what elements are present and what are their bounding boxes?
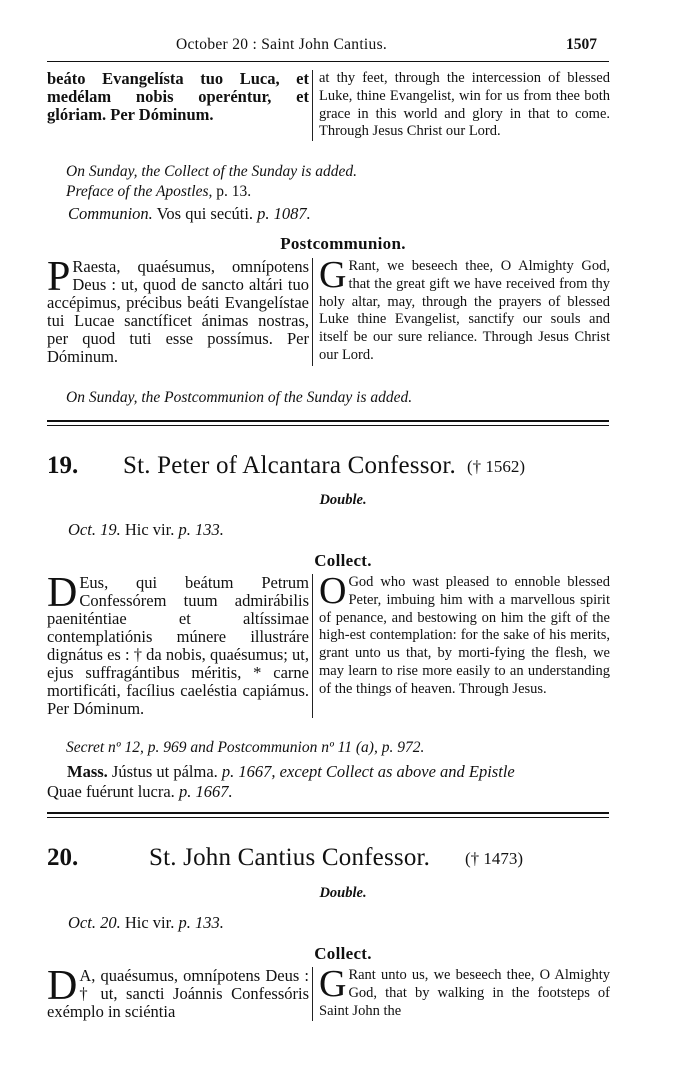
feast-20-collect-latin	[47, 963, 309, 1021]
feast-20-rank: Double.	[319, 885, 367, 901]
postcommunion-heading: Postcommunion.	[280, 234, 406, 253]
postcommunion-english	[319, 254, 610, 365]
feast-20-introit-page: p. 133.	[178, 913, 224, 932]
feast-20-collect-latin-text: A, quaésumus, omnípotens Deus : † ut, sancti Joánnis Confessóris exémplo in sciéntia	[47, 966, 309, 1021]
postcommunion-english-text: Rant, we beseech thee, O Almighty God, that the great gift we have received from thy holy altar, may, through the prayers of blessed Luke thine Evangelist, sanctify our souls and itself be our sure reliance. Through Jesus Christ our Lord.	[319, 258, 610, 363]
top-prayer-block	[47, 70, 610, 141]
feast-19-collect-heading: Collect.	[314, 551, 372, 570]
communion-label: Communion.	[68, 204, 153, 223]
feast-19-introit-text: Hic vir.	[124, 520, 175, 539]
feast-19-title	[47, 452, 607, 486]
feast-19-mass-line-1	[47, 762, 613, 782]
section-rule-2	[47, 812, 609, 814]
feast-19-name: St. Peter of Alcantara Confessor.	[123, 452, 456, 479]
feast-20-collect-english	[319, 963, 610, 1020]
feast-19-collect-english-text: God who wast pleased to ennoble blessed Peter, imbuing him with a marvellous spirit of penance, and bestowing on him the gift of the high-est contemplation: for the sake of his merits, grant unto us that, by morti-fying the flesh, we may learn to rise more easily to an understanding of the things of heaven. Through Jesus.	[319, 574, 610, 697]
postcommunion-latin-initial: P	[47, 254, 71, 300]
feast-19-collect-latin-initial: D	[47, 570, 78, 616]
feast-19-collect-latin	[47, 570, 309, 718]
top-latin-text: beáto Evangelísta tuo Luca, et medélam nobis operéntur, et glóriam. Per Dóminum.	[47, 69, 309, 124]
top-english-column	[313, 70, 610, 141]
feast-20-introit-label: Oct. 20.	[68, 913, 121, 932]
feast-19-mass-page2: p. 1667.	[178, 782, 233, 801]
preface-page: p. 13.	[216, 183, 252, 200]
feast-19-collect-english	[319, 570, 610, 699]
section-rule	[47, 420, 609, 422]
feast-19-introit-page: p. 133.	[178, 520, 224, 539]
feast-20-number: 20.	[47, 844, 79, 871]
postcommunion-latin-text: Raesta, quaésumus, omnípotens Deus : ut, quod de sancto altári tuo accépimus, précibus beáti Evangelístae tui Lucae sanctíficet ánimas nostras, per quod tuti esse possímus. Per Dóminum.	[47, 257, 309, 366]
feast-19-introit	[68, 520, 224, 540]
feast-19-mass-text: Jústus ut pálma.	[111, 762, 218, 781]
postcommunion-english-initial: G	[319, 254, 347, 296]
feast-20-collect-latin-column	[47, 963, 313, 1021]
section-rule-thin	[47, 425, 609, 426]
page-number: 1507	[566, 36, 597, 53]
feast-20-name: St. John Cantius Confessor.	[149, 844, 431, 871]
running-head	[0, 36, 686, 58]
preface-label: Preface of the Apostles,	[66, 183, 213, 200]
postcommunion-english-column	[313, 254, 610, 366]
feast-19-collect-english-initial: O	[319, 570, 347, 612]
feast-20-introit-text: Hic vir.	[124, 913, 175, 932]
top-latin-column	[47, 70, 313, 141]
feast-19-mass-line2-text: Quae fuérunt lucra.	[47, 782, 175, 801]
feast-19-collect-latin-text: Eus, qui beátum Petrum Confessórem tuum admirábilis paeniténtiae et altíssimae contemplatiónis múnere illustráre dignátus es : † da nobis, quaésumus; ut, ejus suffragántibus méritis, * carne mortificáti, facílius caeléstia capiámus. Per Dóminum.	[47, 573, 309, 718]
sunday-postcommunion-note: On Sunday, the Postcommunion of the Sunday is added.	[66, 389, 413, 406]
feast-19-mass-line-2	[47, 782, 613, 802]
postcommunion-block	[47, 254, 610, 366]
communion-page: p. 1087.	[257, 204, 311, 223]
feast-20-collect-english-initial: G	[319, 963, 347, 1005]
feast-20-collect-english-text: Rant unto us, we beseech thee, O Almighty God, that by walking in the footsteps of Saint John the	[319, 967, 610, 1019]
feast-20-date: († 1473)	[465, 849, 524, 868]
feast-19-collect-block	[47, 570, 610, 718]
header-rule	[47, 61, 609, 62]
feast-19-mass-except: except Collect as above and Epistle	[279, 762, 515, 781]
running-head-title: October 20 : Saint John Cantius.	[176, 36, 388, 53]
preface-note	[66, 182, 251, 202]
postcommunion-latin	[47, 254, 309, 366]
feast-19-rank: Double.	[319, 492, 367, 508]
feast-20-title	[47, 844, 607, 878]
feast-19-mass-label: Mass.	[67, 762, 108, 781]
feast-19-introit-label: Oct. 19.	[68, 520, 121, 539]
feast-19-date: († 1562)	[467, 457, 526, 476]
postcommunion-latin-column	[47, 254, 313, 366]
feast-20-collect-block	[47, 963, 610, 1021]
feast-20-introit	[68, 913, 224, 933]
feast-19-number: 19.	[47, 452, 79, 479]
feast-20-collect-latin-initial: D	[47, 963, 78, 1009]
feast-19-collect-latin-column	[47, 570, 313, 718]
sunday-collect-note: On Sunday, the Collect of the Sunday is added.	[66, 163, 358, 180]
feast-19-secret-note: Secret nº 12, p. 969 and Postcommunion nº 11 (a), p. 972.	[66, 739, 425, 756]
communion-ref	[68, 204, 311, 224]
feast-19-mass-page: p. 1667,	[221, 762, 276, 781]
feast-19-collect-english-column	[313, 570, 610, 718]
section-rule-2-thin	[47, 817, 609, 818]
feast-20-collect-english-column	[313, 963, 610, 1021]
top-english-text: at thy feet, through the intercession of blessed Luke, thine Evangelist, win for us from thee both grace in this world and glory in that to come. Through Jesus Christ our Lord.	[319, 70, 610, 140]
feast-20-collect-heading: Collect.	[314, 944, 372, 963]
communion-text: Vos qui secúti.	[156, 204, 254, 223]
feast-19-mass	[47, 762, 613, 802]
